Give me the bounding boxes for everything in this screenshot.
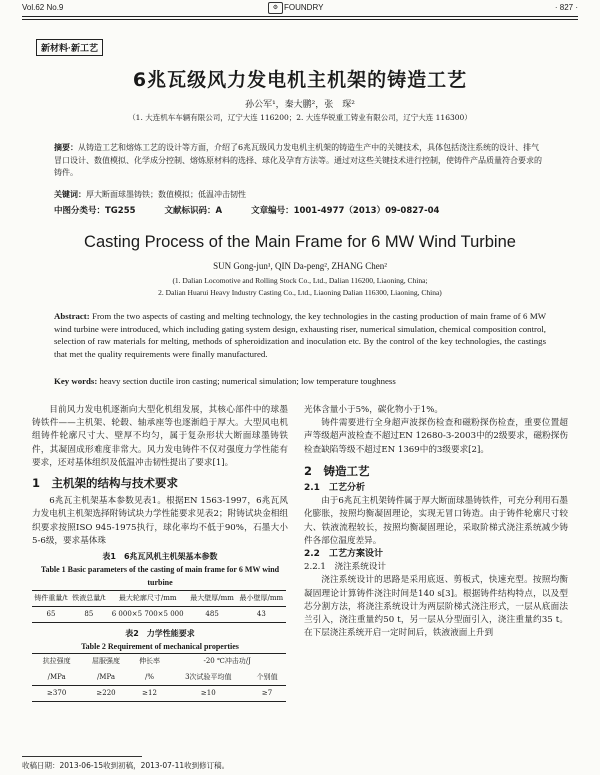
title-en: Casting Process of the Main Frame for 6 MW Wind Turbine <box>84 233 516 251</box>
t2-cell: ≥220 <box>81 685 130 701</box>
section-2-2-1-text: 浇注系统设计的思路是采用底返、剪板式，快速充型。按照均衡凝固理论计算铸件浇注时间是140 s[3]。根据铸件结构特点，以及型芯分割方法，将浇注系统设计为两层阶梯式浇注形式，一层从底面法兰引入，浇注重量约50 t，另一层从分型面引入，浇注重量约35 t。在下层浇注系统开启一定时间后，铁液液面上升到 <box>304 575 568 639</box>
t1-cell: 6 000×5 700×5 000 <box>108 606 188 622</box>
keywords-cn-text: 厚大断面球墨铸铁；数值模拟；低温冲击韧性 <box>86 190 246 199</box>
table-1-caption: 表1 6兆瓦风机主机架基本参数 <box>102 552 218 562</box>
journal-logo-icon: ⚙ <box>268 2 283 14</box>
t2-header: 抗拉强度 <box>32 654 81 670</box>
t2-subheader: /MPa <box>32 670 81 686</box>
section-1-heading: 1 主机架的结构与技术要求 <box>32 476 179 491</box>
abstract-cn <box>54 142 546 180</box>
journal-name: FOUNDRY <box>284 3 324 12</box>
t1-cell: 43 <box>237 606 286 622</box>
document-code: 文献标识码：A <box>164 206 223 216</box>
t2-header: -20 ℃冲击功/J <box>168 654 286 670</box>
abstract-en-label: Abstract: <box>54 311 90 321</box>
running-header <box>22 2 578 16</box>
keywords-cn-label: 关键词： <box>54 190 86 199</box>
t2-subheader: 个别值 <box>248 670 286 686</box>
table-2-caption-en: Table 2 Requirement of mechanical properties <box>81 642 239 652</box>
keywords-en-label: Key words: <box>54 376 98 386</box>
volume-label: Vol.62 No.9 <box>22 3 64 12</box>
t2-cell: ≥7 <box>248 685 286 701</box>
footnote-rule <box>22 756 142 757</box>
t2-header: 屈服强度 <box>81 654 130 670</box>
t1-header: 最小壁厚/mm <box>237 590 286 606</box>
authors-en: SUN Gong-jun¹, QIN Da-peng², ZHANG Chen² <box>213 261 387 271</box>
section-2-2-heading: 2.2 工艺方案设计 <box>304 549 383 560</box>
left-column <box>32 404 288 702</box>
section-2-1-text: 由于6兆瓦主机架铸件属于厚大断面球墨铸铁件，可充分利用石墨化膨胀，按照均衡凝固理论，实现无冒口铸造。由于铸件轮廓尺寸较大、铁液流程较长，按照均衡凝固理论，采取阶梯式浇注系统减少铸件各部位温度差异。 <box>304 496 568 546</box>
t1-header: 铁液总量/t <box>70 590 108 606</box>
right-column <box>304 404 568 640</box>
table-2-caption: 表2 力学性能要求 <box>125 629 195 639</box>
affiliation-en-2: 2. Dalian Huarui Heavy Industry Casting Co., Ltd., Liaoning Dalian 116300, Liaoning, China) <box>158 288 442 297</box>
title-cn: 6兆瓦级风力发电机主机架的铸造工艺 <box>132 69 468 91</box>
keywords-en-text: heavy section ductile iron casting; numerical simulation; low temperature toughness <box>99 376 396 386</box>
header-rule <box>22 16 578 17</box>
received-date-footnote: 收稿日期：2013-06-15收到初稿，2013-07-11收到修订稿。 <box>22 761 230 770</box>
keywords-cn <box>54 189 546 202</box>
t1-header: 铸件重量/t <box>32 590 70 606</box>
t2-subheader: 3次试验平均值 <box>168 670 248 686</box>
authors-cn: 孙公军¹，秦大鹏²，张 琛² <box>245 100 355 110</box>
intro-paragraph: 目前风力发电机逐渐向大型化机组发展，其核心部件中的球墨铸铁件——主机架、轮毂、轴承座等也逐渐趋于厚大。大型风电机组铸件轮廓尺寸大、壁厚不均匀，属于复杂形状大断面球墨铸铁件，其凝固成形难度非常大。风力发电铸件不仅对强度力学性能有要求，还对基体组织及低温冲击韧性提出了要求[1]。 <box>32 405 288 468</box>
keywords-en <box>54 376 554 386</box>
section-2-heading: 2 铸造工艺 <box>304 463 370 478</box>
affiliation-en-1: (1. Dalian Locomotive and Rolling Stock Co., Ltd., Dalian 116200, Liaoning, China; <box>172 276 428 285</box>
abstract-en <box>54 310 546 360</box>
section-1-text: 6兆瓦主机架基本参数见表1。根据EN 1563-1997，6兆瓦风力发电机主机架选择附铸试块力学性能要求见表2；附铸试块金相组织要求按照ISO 945-1975执行，球化率均不低于90%，石墨大小5-6级，要求基体珠 <box>32 496 288 546</box>
t1-cell: 85 <box>70 606 108 622</box>
section-2-2-1-heading: 2.2.1 浇注系统设计 <box>304 562 387 573</box>
article-number: 文章编号：1001-4977（2013）09-0827-04 <box>251 206 440 216</box>
table-2 <box>32 653 286 702</box>
t1-cell: 485 <box>188 606 237 622</box>
continued-text: 光体含量小于5%，碳化物小于1%。 <box>304 405 443 415</box>
section-2-1-heading: 2.1 工艺分析 <box>304 483 365 494</box>
t1-cell: 65 <box>32 606 70 622</box>
abstract-cn-text: 从铸造工艺和熔炼工艺的设计等方面，介绍了6兆瓦级风力发电机主机架的铸造生产中的关键技术，具体包括浇注系统的设计、排气冒口设计、数值模拟、化学成分控制、熔炼原材料的选择、球化及孕育方法等。通过对这些关键技术进行控制，使铸件产品质量符合要求的铸件。 <box>54 143 542 177</box>
t2-cell: ≥370 <box>32 685 81 701</box>
t1-header: 最大壁厚/mm <box>188 590 237 606</box>
t2-header: 伸长率 <box>131 654 169 670</box>
t1-header: 最大轮廓尺寸/mm <box>108 590 188 606</box>
clc-number: 中图分类号：TG255 <box>54 206 136 216</box>
inspection-paragraph: 铸件需要进行全身超声波探伤检查和磁粉探伤检查，重要位置超声等级超声波检查不超过EN 12680-3-2003中的2级要求，磁粉探伤检查缺陷等级不超过EN 1369中的3级要求[2]。 <box>304 418 568 455</box>
t2-cell: ≥12 <box>131 685 169 701</box>
abstract-cn-label: 摘要： <box>54 143 78 152</box>
t2-cell: ≥10 <box>168 685 248 701</box>
header-rule-thin <box>22 19 578 20</box>
page-number: · 827 · <box>554 3 578 12</box>
table-1 <box>32 590 286 623</box>
affiliation-cn: （1. 大连机车车辆有限公司，辽宁大连 116200；2. 大连华锐重工铸业有限公司，辽宁大连 116300） <box>128 113 472 122</box>
abstract-en-text: From the two aspects of casting and melting technology, the key technologies in the casting production of main frame of 6 MW wind turbine were introduced, which including gating system design, exhausting riser, numerical simulation, chemical composition control, selection of raw materials for melting, methods of spheroidization and inoculation etc. By the control of the key technologies, the castings that met the quality requirements were finally manufactured. <box>54 311 546 359</box>
t2-subheader: /MPa <box>81 670 130 686</box>
classification-ids <box>54 204 554 216</box>
t2-subheader: /% <box>131 670 169 686</box>
section-badge: 新材料·新工艺 <box>36 39 103 56</box>
table-1-caption-en: Table 1 Basic parameters of the casting of main frame for 6 MW wind turbine <box>40 565 280 588</box>
